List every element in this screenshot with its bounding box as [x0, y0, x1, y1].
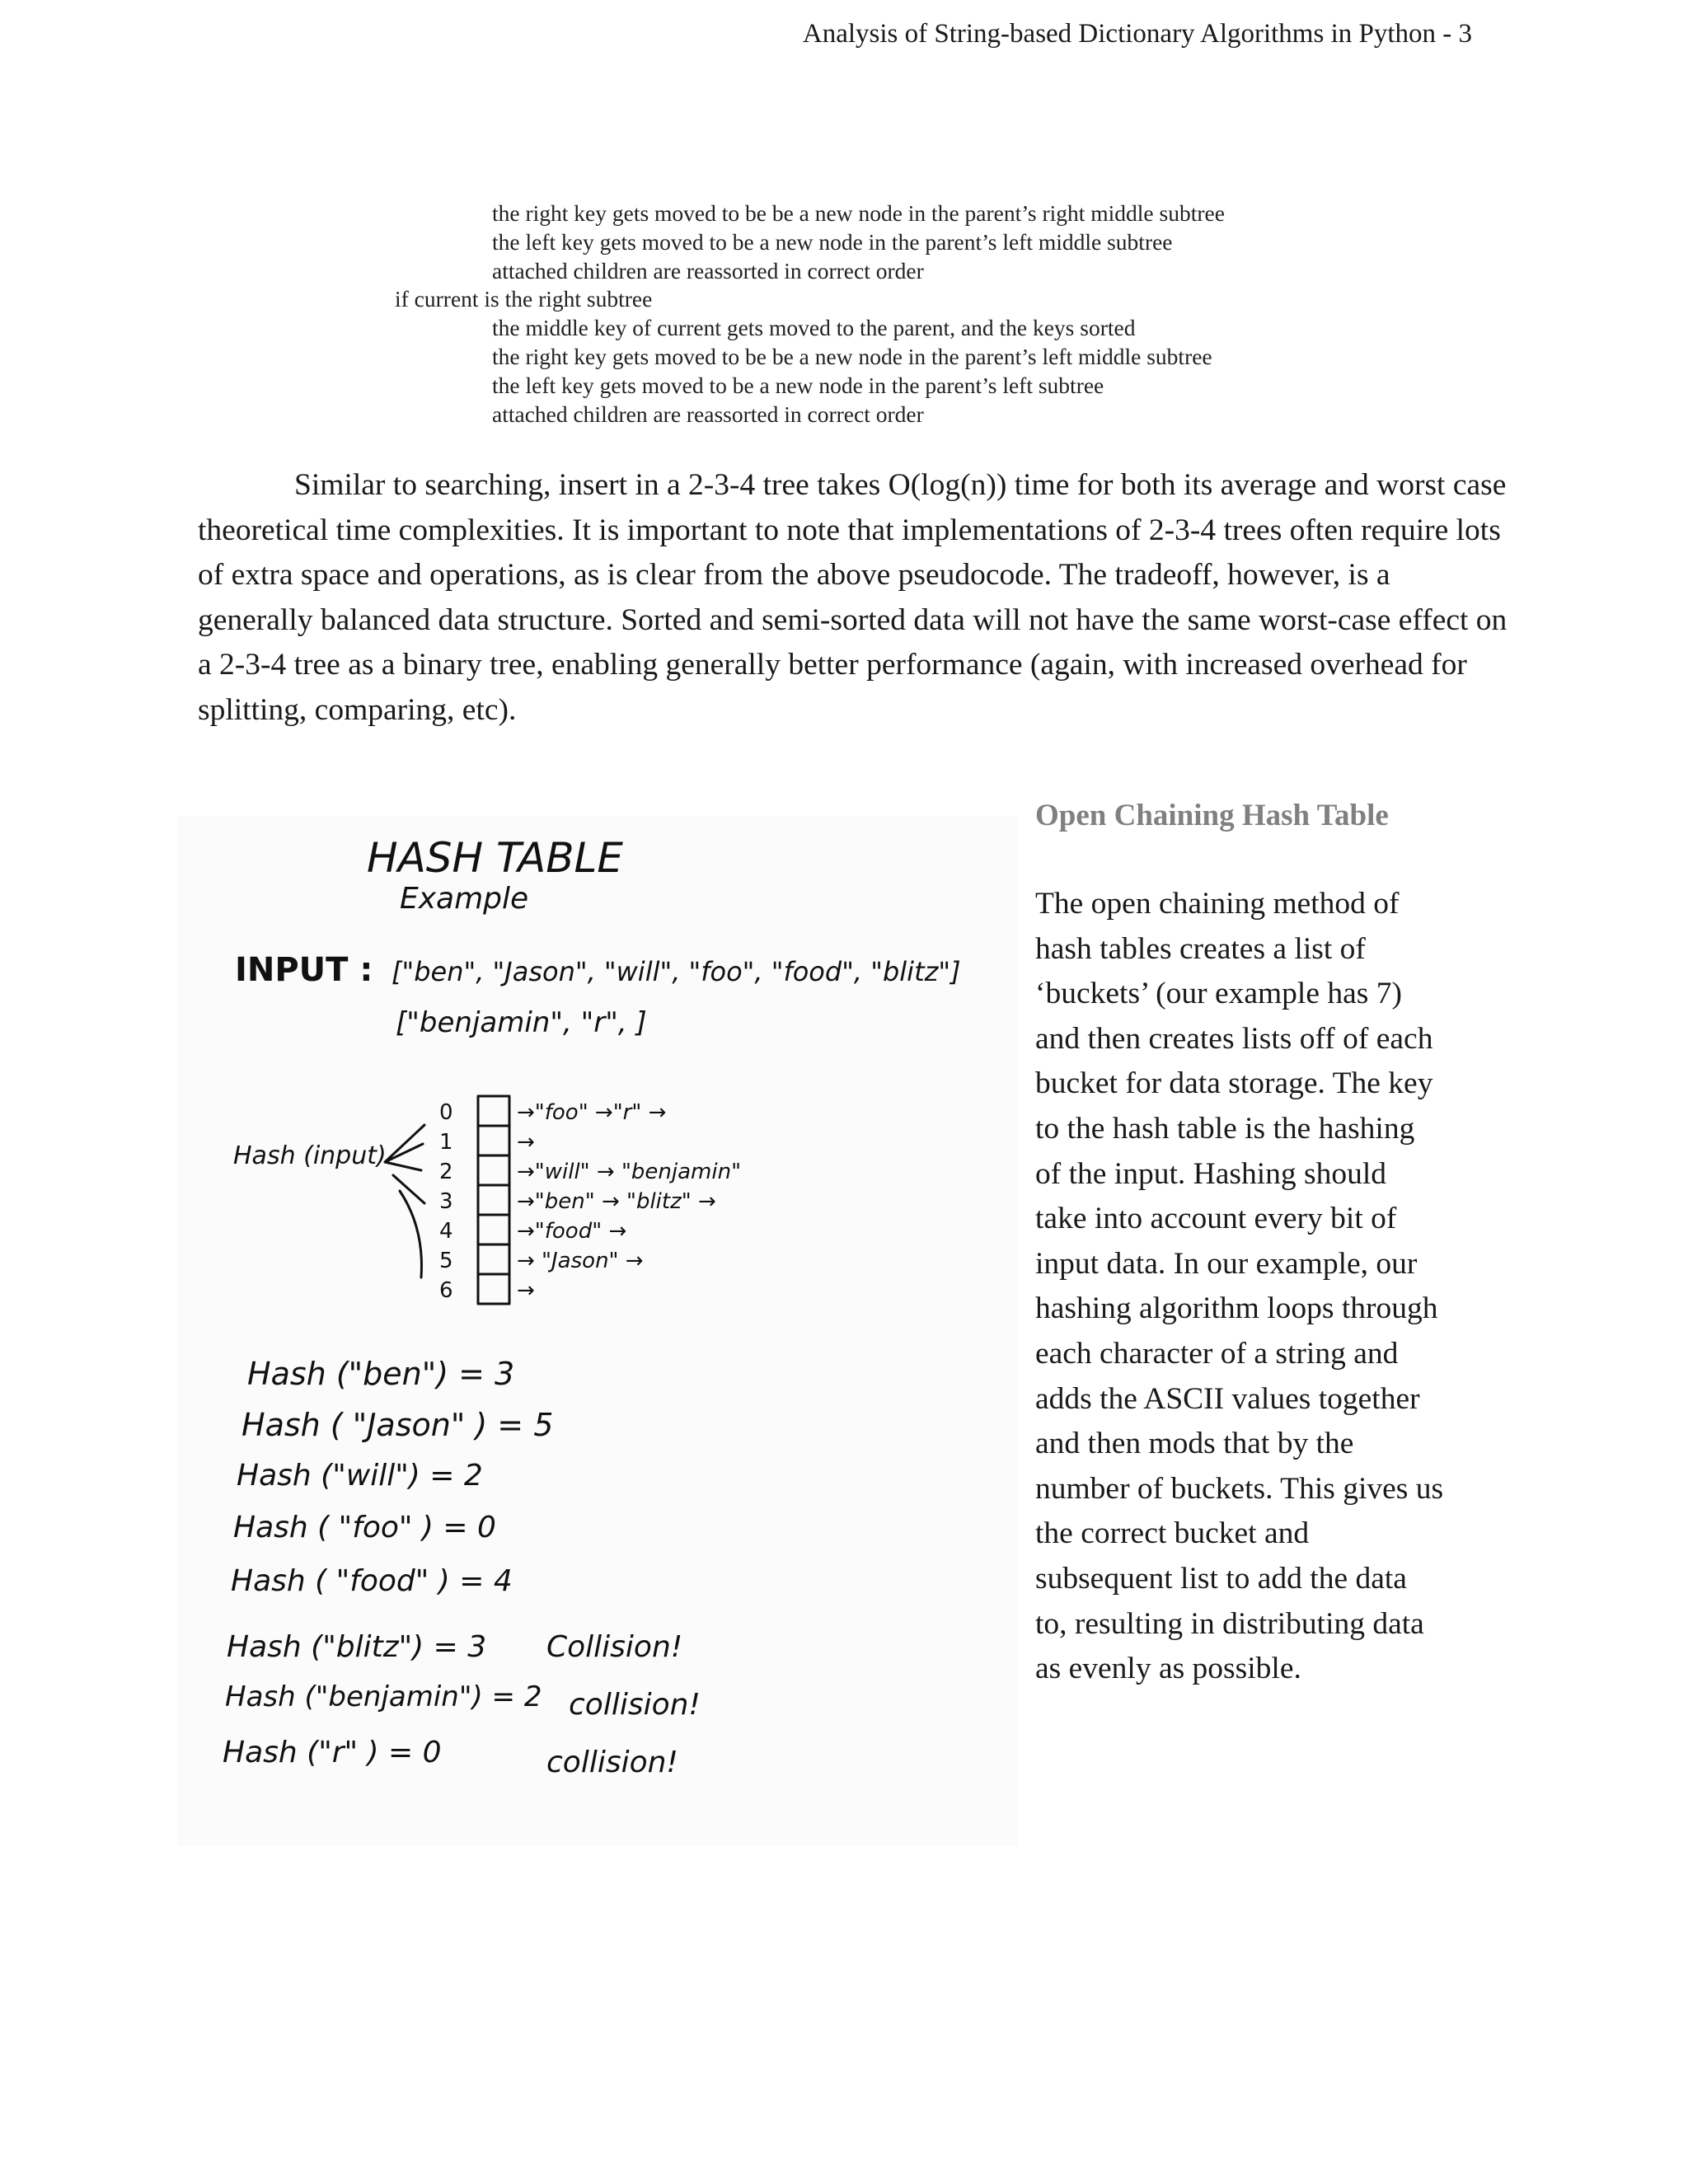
collision-note: collision! [569, 1688, 701, 1722]
hash-calculation-row [231, 1564, 513, 1598]
bucket-index: 5 [439, 1249, 453, 1273]
section-line: and then creates lists off of each [1035, 1021, 1433, 1056]
section-line: bucket for data storage. The key [1035, 1066, 1433, 1101]
section-line: to, resulting in distributing data [1035, 1606, 1424, 1641]
bucket-index: 0 [439, 1100, 453, 1125]
hash-calculation-row [237, 1459, 483, 1493]
bucket-chain: →"ben" → "blitz" → [517, 1189, 716, 1214]
section-line: as evenly as possible. [1035, 1652, 1301, 1686]
pseudocode-line: the left key gets moved to be a new node in the parent’s left middle subtree [492, 228, 1173, 255]
bucket-chain: → "Jason" → [517, 1249, 644, 1273]
bucket-chain: → [517, 1278, 535, 1303]
pseudocode-line: the left key gets moved to be a new node in the parent’s left subtree [492, 372, 1104, 398]
section-line: number of buckets. This gives us [1035, 1471, 1444, 1506]
bucket-index: 3 [439, 1189, 453, 1214]
collision-note: Collision! [546, 1630, 683, 1664]
section-line: to the hash table is the hashing [1035, 1111, 1415, 1146]
pseudocode-block [0, 199, 1688, 429]
pseudocode-line: the right key gets moved to be be a new node in the parent’s left middle subtree [492, 343, 1212, 369]
hash-calculation: Hash ("r" ) = 0 [223, 1736, 442, 1769]
hash-calculation: Hash ( "foo" ) = 0 [233, 1511, 496, 1544]
section-paragraph [1035, 882, 1480, 1692]
hash-calculation-row [241, 1407, 553, 1443]
bucket-index: 2 [439, 1160, 453, 1184]
bucket-index: 6 [439, 1278, 453, 1303]
pseudocode-line: attached children are reassorted in correct order [492, 401, 924, 427]
running-header: Analysis of String-based Dictionary Algorithms in Python - 3 [802, 19, 1472, 49]
sketch-input-line-1: ["ben", "Jason", "will", "foo", "food", "blitz"] [392, 956, 961, 987]
hash-calculation: Hash ( "Jason" ) = 5 [241, 1407, 554, 1443]
bucket-index: 1 [439, 1130, 453, 1155]
sketch-input-label: INPUT : [235, 951, 373, 989]
section-line: each character of a string and [1035, 1336, 1399, 1371]
bucket-chain: →"will" → "benjamin" [517, 1160, 742, 1184]
sketch-title: HASH TABLE [367, 834, 623, 882]
body-paragraph [198, 463, 1508, 733]
hash-calculation: Hash ( "food" ) = 4 [231, 1564, 513, 1598]
section-line: of the input. Hashing should [1035, 1156, 1387, 1191]
hash-calculation-row [247, 1356, 514, 1392]
pseudocode-line: attached children are reassorted in correct order [492, 257, 924, 284]
section-line: the correct bucket and [1035, 1516, 1310, 1551]
sketch-input-line-2: ["benjamin", "r", ] [396, 1006, 647, 1039]
collision-note: collision! [546, 1746, 678, 1779]
section-line: The open chaining method of [1035, 887, 1400, 921]
bucket-index: 4 [439, 1219, 453, 1244]
hash-calculation: Hash ("ben") = 3 [247, 1356, 515, 1392]
hash-calculation: Hash ("blitz") = 3 [227, 1630, 487, 1664]
hash-calculation-row [233, 1511, 496, 1544]
section-line: ‘buckets’ (our example has 7) [1035, 977, 1402, 1011]
section-line: hash tables creates a list of [1035, 931, 1366, 966]
pseudocode-line: if current is the right subtree [395, 286, 653, 312]
section-line: hashing algorithm loops through [1035, 1291, 1438, 1326]
bucket-chain: → [517, 1130, 535, 1155]
hash-calculation: Hash ("benjamin") = 2 [225, 1680, 542, 1713]
bucket-chain: →"food" → [517, 1219, 627, 1244]
bucket-chain: →"foo" →"r" → [517, 1100, 667, 1125]
sketch-hash-label: Hash (input) [233, 1141, 387, 1170]
section-line: take into account every bit of [1035, 1202, 1397, 1236]
section-line: subsequent list to add the data [1035, 1561, 1407, 1596]
section-heading: Open Chaining Hash Table [1035, 799, 1389, 832]
hash-calculation-row [227, 1630, 682, 1664]
hash-calculation: Hash ("will") = 2 [237, 1459, 483, 1493]
section-line: input data. In our example, our [1035, 1246, 1418, 1281]
pseudocode-line: the right key gets moved to be be a new node in the parent’s right middle subtree [492, 200, 1225, 226]
body-paragraph-text: Similar to searching, insert in a 2-3-4 tree takes O(log(n)) time for both its average and worst case theoretical time complexities. It is important to note that implementations of 2-3-4 trees often require lots of extra space and operations, as is clear from the above pseudocode. The tradeoff, however, is a generally balanced data structure. Sorted and semi-sorted data will not have the same worst-case effect on a 2-3-4 tree as a binary tree, enabling generally better performance (again, with increased overhead for splitting, comparing, etc). [198, 468, 1507, 727]
pseudocode-line: the middle key of current gets moved to the parent, and the keys sorted [492, 315, 1136, 341]
section-line: adds the ASCII values together [1035, 1381, 1420, 1416]
section-line: and then mods that by the [1035, 1427, 1354, 1461]
hash-table-sketch [177, 816, 1018, 1846]
sketch-subtitle: Example [400, 882, 529, 916]
